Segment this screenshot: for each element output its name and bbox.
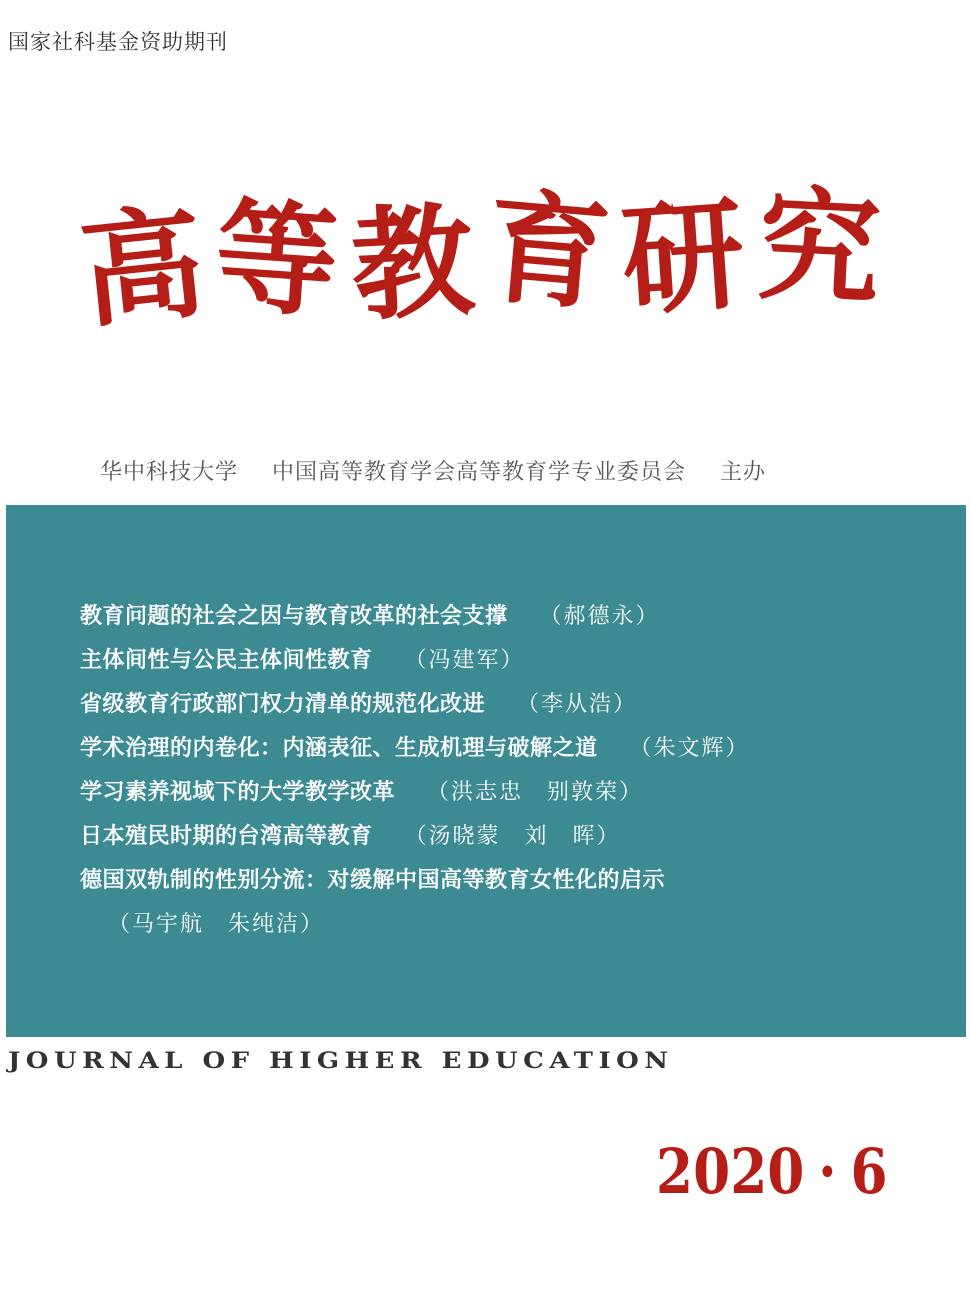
toc-item — [80, 727, 750, 771]
article-title: 主体间性与公民主体间性教育 — [80, 648, 373, 673]
article-title: 学习素养视域下的大学教学改革 — [80, 780, 396, 805]
sponsor-university: 华中科技大学 — [100, 460, 239, 485]
issue-no: 6 — [850, 1135, 888, 1208]
masthead-char: 高 — [74, 188, 211, 345]
table-of-contents-panel — [6, 505, 966, 1037]
toc-item — [80, 859, 750, 947]
sponsor-role: 主办 — [720, 460, 767, 485]
funding-label: 国家社科基金资助期刊 — [8, 30, 228, 54]
masthead-char: 教 — [348, 187, 478, 339]
article-author: （郝德永） — [539, 604, 660, 629]
issue-year: 2020 — [656, 1135, 805, 1208]
article-title: 教育问题的社会之因与教育改革的社会支撑 — [80, 604, 508, 629]
toc-item — [80, 639, 750, 683]
article-author: （冯建军） — [404, 648, 525, 673]
table-of-contents — [80, 595, 750, 947]
issue-number — [656, 1135, 888, 1208]
article-title: 德国双轨制的性别分流：对缓解中国高等教育女性化的启示 — [80, 868, 666, 893]
masthead-char: 育 — [480, 173, 615, 329]
toc-item — [80, 771, 750, 815]
article-author: （马宇航 朱纯洁） — [108, 912, 325, 937]
issue-separator: · — [818, 1135, 837, 1208]
toc-item — [80, 595, 750, 639]
masthead-char: 研 — [617, 180, 750, 334]
article-title: 日本殖民时期的台湾高等教育 — [80, 824, 373, 849]
masthead-char: 究 — [754, 171, 884, 323]
article-author: （洪志忠 别敦荣） — [427, 780, 644, 805]
english-journal-title: JOURNAL OF HIGHER EDUCATION — [8, 1048, 674, 1074]
article-author: （汤晓蒙 刘 晖） — [404, 824, 621, 849]
masthead-char: 等 — [210, 182, 343, 336]
article-author: （朱文辉） — [629, 736, 750, 761]
article-title: 省级教育行政部门权力清单的规范化改进 — [80, 692, 486, 717]
journal-masthead — [74, 168, 884, 345]
sponsor-association: 中国高等教育学会高等教育学专业委员会 — [272, 460, 687, 485]
article-title: 学术治理的内卷化：内涵表征、生成机理与破解之道 — [80, 736, 598, 761]
toc-item — [80, 815, 750, 859]
article-author: （李从浩） — [517, 692, 638, 717]
sponsors-line — [100, 455, 766, 486]
toc-item — [80, 683, 750, 727]
